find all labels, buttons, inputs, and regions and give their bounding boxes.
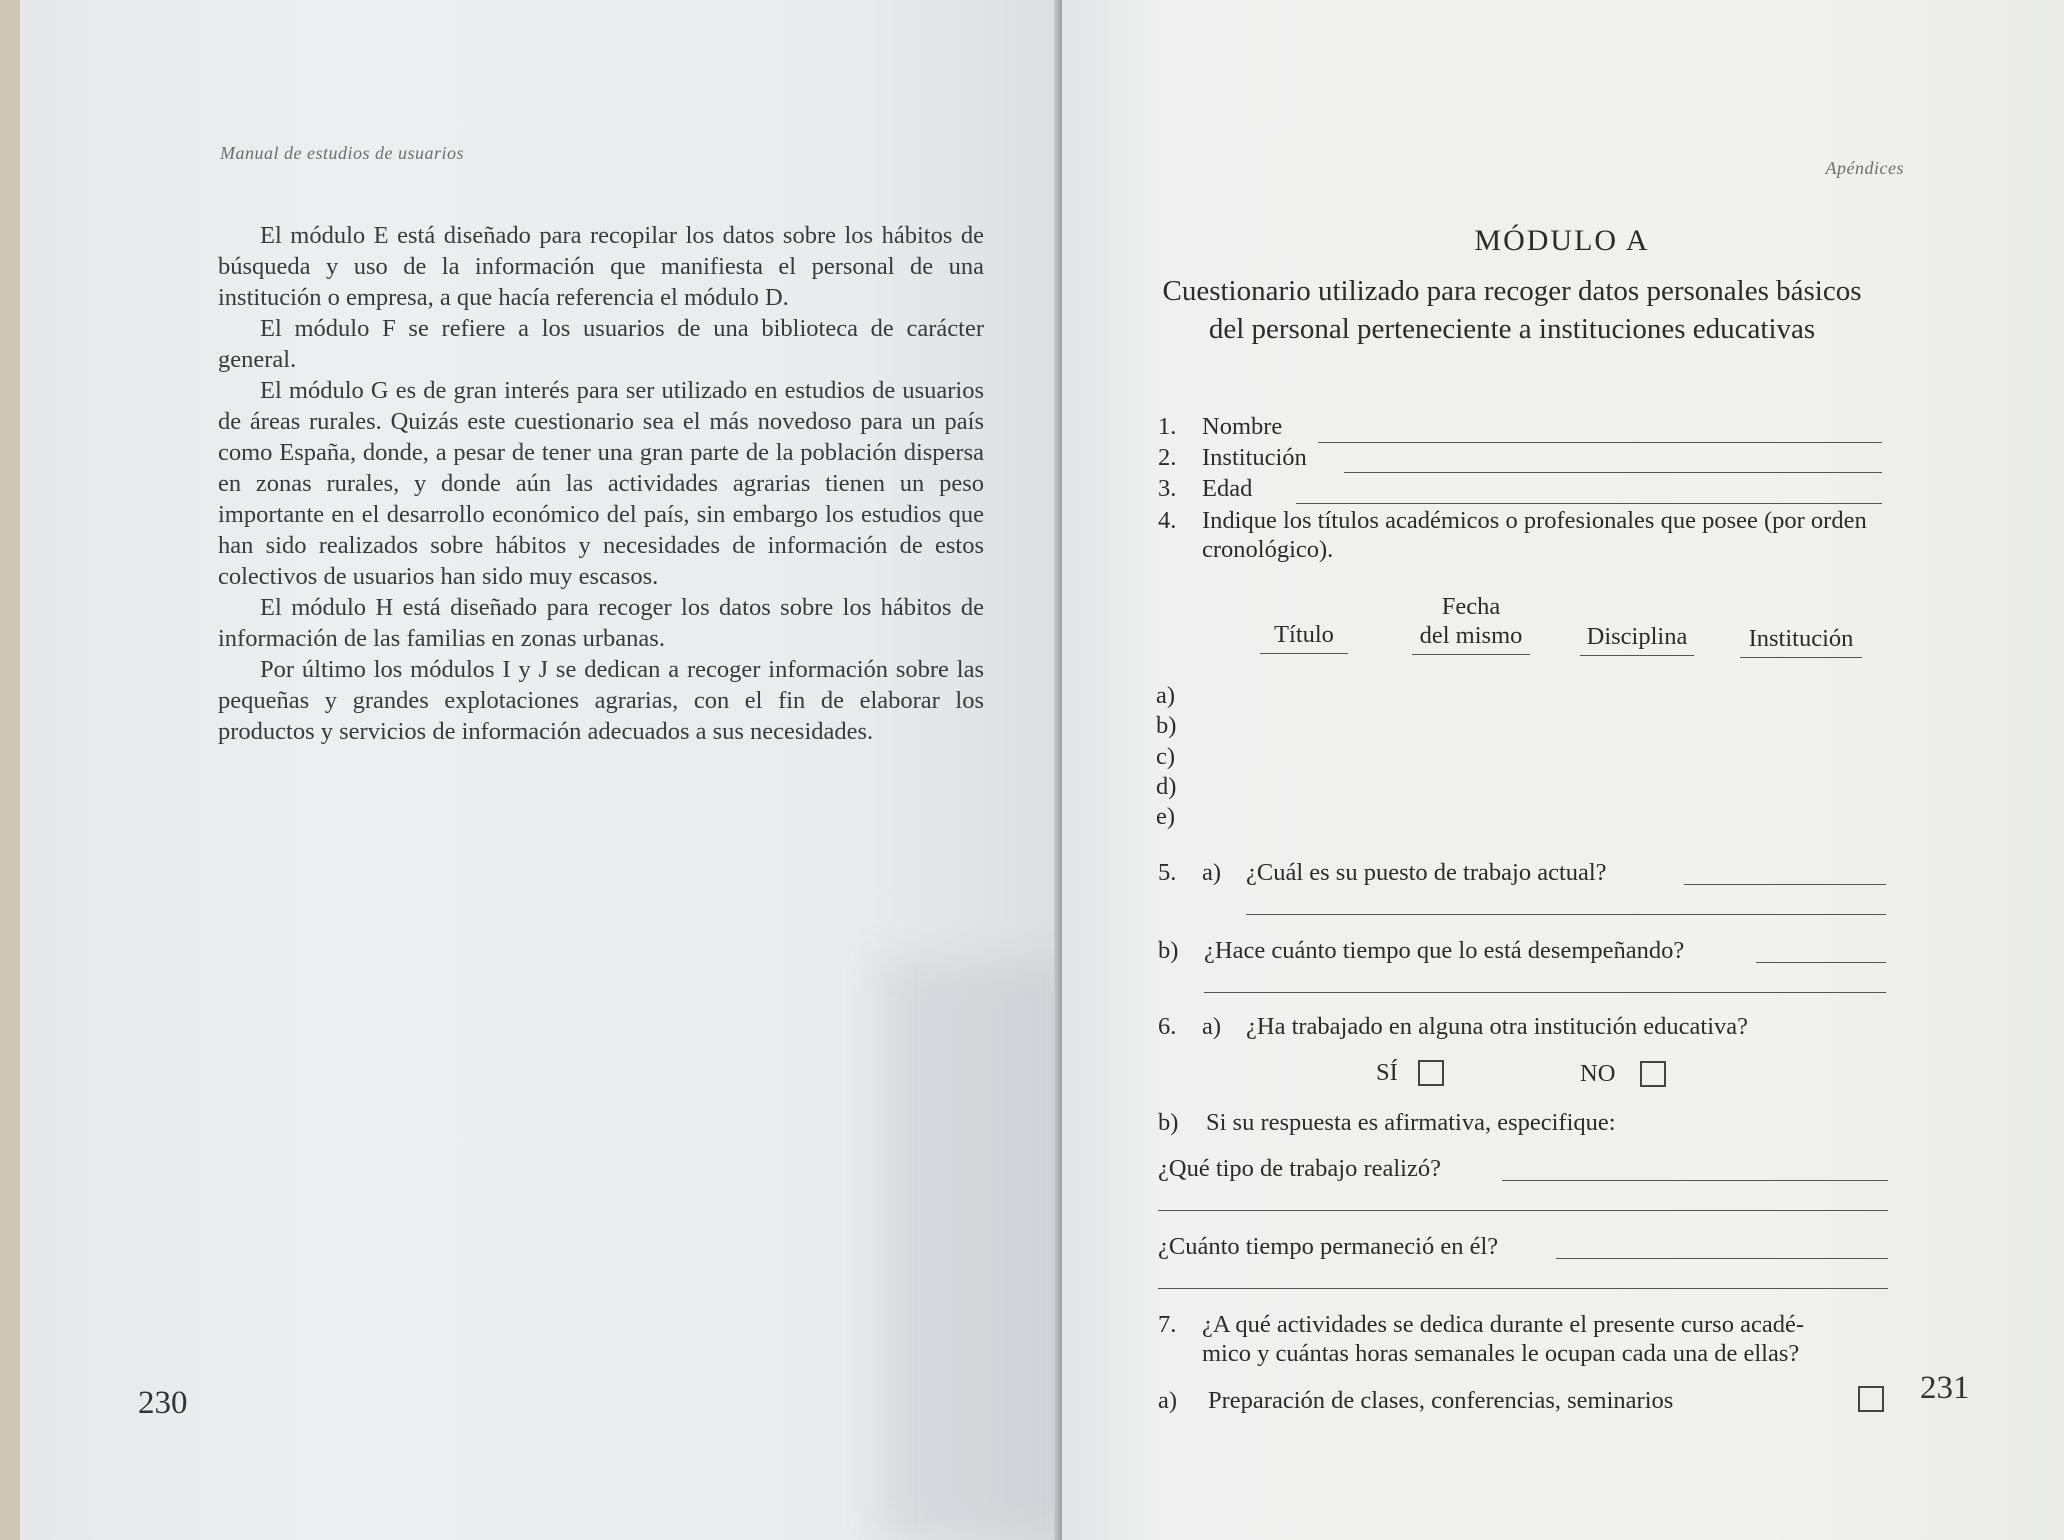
paragraph-module-e: El módulo E está diseñado para recopilar los datos sobre los hábitos de búsqueda y uso de la información que manifiesta el personal de una institución o empresa, a que hacía referencia el módulo D. bbox=[218, 222, 984, 311]
paragraph-module-g: El módulo G es de gran interés para ser utilizado en estudios de usuarios de áreas rurales. Quizás este cuestionario sea el más novedoso para un país como España, donde, a pesar de tener una gran parte de la población dispersa en zonas rurales, y donde aún las actividades agrarias tienen un peso importante en el desarrollo económico del país, sin embargo los estudios que han sido realizados sobre hábitos y necesidades de información de estos colectivos de usuarios han sido muy escasos. bbox=[218, 377, 984, 590]
question-7a-text: Preparación de clases, conferencias, seminarios bbox=[1208, 1387, 1674, 1414]
right-page-number: 231 bbox=[1920, 1370, 1970, 1406]
puesto-field[interactable] bbox=[1684, 884, 1886, 885]
preparacion-checkbox[interactable] bbox=[1858, 1386, 1884, 1412]
row-letter-d: d) bbox=[1156, 773, 1177, 800]
paragraph-modules-i-j: Por último los módulos I y J se dedican a recoger información sobre las pequeñas y grandes explotaciones agrarias, con el fin de elaborar los productos y servicios de información adecuados a sus necesidades. bbox=[218, 656, 984, 745]
row-letter-c: c) bbox=[1156, 743, 1176, 770]
header-fecha: Fecha del mismo bbox=[1412, 592, 1530, 655]
question-6a-text: ¿Ha trabajado en alguna otra institución educativa? bbox=[1246, 1013, 1749, 1040]
row-letter-a: a) bbox=[1156, 682, 1176, 709]
tipo-trabajo-field-line2[interactable] bbox=[1158, 1210, 1888, 1211]
question-5a-text: ¿Cuál es su puesto de trabajo actual? bbox=[1246, 859, 1607, 886]
tiempo-permanencia-question: ¿Cuánto tiempo permaneció en él? bbox=[1158, 1233, 1499, 1260]
tiempo-permanencia-field-line2[interactable] bbox=[1158, 1288, 1888, 1289]
question-2: 2. Institución bbox=[1158, 444, 1307, 471]
question-4: 4. Indique los títulos académicos o profesionales que posee (por orden cronológico). bbox=[1158, 506, 1890, 564]
question-7: 7. ¿A qué actividades se dedica durante el presente curso acadé- mico y cuántas horas semanales le ocupan cada una de ellas? bbox=[1158, 1311, 1804, 1367]
question-1: 1. Nombre bbox=[1158, 413, 1283, 440]
tiempo-permanencia-field[interactable] bbox=[1556, 1258, 1888, 1259]
question-6b-text: Si su respuesta es afirmativa, especifique: bbox=[1206, 1109, 1616, 1136]
right-running-head: Apéndices bbox=[1825, 158, 1904, 178]
yes-checkbox[interactable] bbox=[1418, 1060, 1444, 1086]
tiempo-field-line2[interactable] bbox=[1204, 992, 1886, 993]
header-titulo: Título bbox=[1260, 620, 1348, 654]
paragraph-module-f: El módulo F se refiere a los usuarios de una biblioteca de carácter general. bbox=[218, 315, 984, 373]
left-running-head: Manual de estudios de usuarios bbox=[220, 143, 464, 163]
paragraph-module-h: El módulo H está diseñado para recoger los datos sobre los hábitos de información de las familias en zonas urbanas. bbox=[218, 594, 984, 652]
question-5b: b) ¿Hace cuánto tiempo que lo está desempeñando? bbox=[1158, 937, 1685, 964]
nombre-label: Nombre bbox=[1202, 413, 1283, 440]
no-checkbox[interactable] bbox=[1640, 1061, 1666, 1087]
left-page-number: 230 bbox=[138, 1385, 188, 1421]
edad-label: Edad bbox=[1202, 475, 1253, 502]
tipo-trabajo-question: ¿Qué tipo de trabajo realizó? bbox=[1158, 1155, 1441, 1182]
question-7-line2: mico y cuántas horas semanales le ocupan cada una de ellas? bbox=[1202, 1340, 1800, 1367]
question-6b: b) Si su respuesta es afirmativa, especifique: bbox=[1158, 1109, 1616, 1136]
tiempo-field[interactable] bbox=[1756, 962, 1886, 963]
row-letter-b: b) bbox=[1156, 712, 1177, 739]
question-5a: 5. a) ¿Cuál es su puesto de trabajo actual? bbox=[1158, 859, 1607, 886]
question-7a: a) Preparación de clases, conferencias, seminarios bbox=[1158, 1387, 1674, 1414]
tipo-trabajo-field[interactable] bbox=[1502, 1180, 1888, 1181]
question-3: 3. Edad bbox=[1158, 475, 1253, 502]
row-letter-e: e) bbox=[1156, 803, 1176, 830]
yes-label: SÍ bbox=[1376, 1059, 1398, 1086]
question-4-text: Indique los títulos académicos o profesionales que posee (por orden cronológico). bbox=[1202, 507, 1867, 563]
module-subtitle: Cuestionario utilizado para recoger datos personales básicos del personal perteneciente a instituciones educativas bbox=[1162, 275, 1862, 345]
header-disciplina: Disciplina bbox=[1580, 622, 1694, 656]
institucion-label: Institución bbox=[1202, 444, 1307, 471]
institucion-field[interactable] bbox=[1344, 472, 1882, 473]
left-body-text bbox=[218, 220, 984, 747]
no-label: NO bbox=[1580, 1060, 1616, 1087]
question-6a: 6. a) ¿Ha trabajado en alguna otra institución educativa? bbox=[1158, 1013, 1749, 1040]
page-shadow bbox=[880, 960, 1080, 1540]
left-page bbox=[20, 0, 1060, 1540]
header-institucion: Institución bbox=[1740, 624, 1862, 658]
question-7-line1: ¿A qué actividades se dedica durante el presente curso acadé- bbox=[1202, 1311, 1804, 1338]
nombre-field[interactable] bbox=[1318, 442, 1882, 443]
question-5b-text: ¿Hace cuánto tiempo que lo está desempeñando? bbox=[1204, 937, 1685, 964]
edad-field[interactable] bbox=[1296, 503, 1882, 504]
module-title: MÓDULO A bbox=[1474, 224, 1650, 257]
puesto-field-line2[interactable] bbox=[1246, 914, 1886, 915]
right-page bbox=[1062, 0, 2064, 1540]
